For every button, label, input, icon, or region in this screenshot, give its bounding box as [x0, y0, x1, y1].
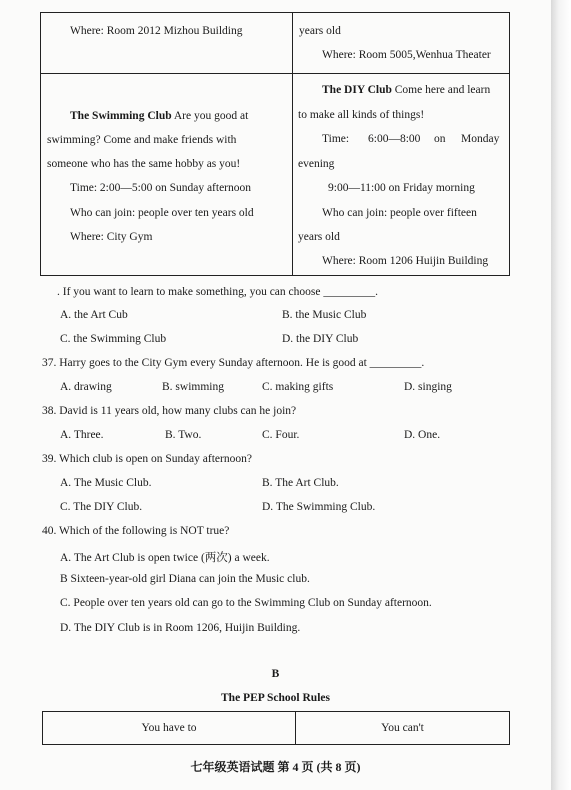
diy-club-who-tail: years old	[298, 231, 340, 243]
swimming-club-who: Who can join: people over ten years old	[70, 207, 254, 219]
question-38-option-a: A. Three.	[60, 429, 104, 441]
section-b-letter: B	[271, 668, 280, 680]
question-39-stem: 39. Which club is open on Sunday afternoon?	[42, 453, 252, 465]
swimming-club-time: Time: 2:00—5:00 on Sunday afternoon	[70, 182, 252, 194]
diy-club-evening: evening	[298, 158, 335, 170]
diy-club-title: The DIY Club	[322, 84, 392, 96]
diy-club-time-value: 6:00—8:00	[368, 133, 421, 145]
art-club-where: Where: Room 5005,Wenhua Theater	[322, 49, 491, 61]
question-37-option-d: D. singing	[404, 381, 452, 393]
question-38-stem: 38. David is 11 years old, how many clubs can he join?	[42, 405, 297, 417]
diy-club-where: Where: Room 1206 Huijin Building	[322, 255, 489, 267]
question-40-option-c: C. People over ten years old can go to the Swimming Club on Sunday afternoon.	[60, 597, 432, 609]
question-36-option-c: C. the Swimming Club	[60, 333, 167, 345]
swimming-club-where: Where: City Gym	[70, 231, 153, 243]
question-40-option-d: D. The DIY Club is in Room 1206, Huijin Building.	[60, 622, 301, 634]
question-38-option-d: D. One.	[404, 429, 441, 441]
question-37-option-a: A. drawing	[60, 381, 112, 393]
diy-club-intro	[322, 84, 490, 96]
swimming-club-intro	[70, 110, 248, 122]
swimming-club-line3: someone who has the same hobby as you!	[47, 158, 241, 170]
swimming-club-line2: swimming? Come and make friends with	[47, 134, 237, 146]
club-info-table	[40, 12, 510, 276]
question-36-option-a: A. the Art Cub	[60, 309, 128, 321]
rules-col-cant: You can't	[381, 722, 424, 734]
question-38-option-b: B. Two.	[165, 429, 202, 441]
question-37-option-b: B. swimming	[162, 381, 224, 393]
diy-club-time-label: Time:	[322, 133, 350, 145]
question-39-option-c: C. The DIY Club.	[60, 501, 143, 513]
question-36-option-b: B. the Music Club	[282, 309, 367, 321]
swimming-club-line1: Are you good at	[173, 110, 249, 122]
question-39-option-d: D. The Swimming Club.	[262, 501, 376, 513]
music-club-where: Where: Room 2012 Mizhou Building	[70, 25, 243, 37]
diy-club-time-on: on	[434, 133, 446, 145]
question-39-option-a: A. The Music Club.	[60, 477, 152, 489]
rules-col-have-to: You have to	[141, 722, 197, 734]
table-divider-vertical	[292, 13, 293, 275]
question-40-stem: 40. Which of the following is NOT true?	[42, 525, 230, 537]
diy-club-who: Who can join: people over fifteen	[322, 207, 477, 219]
question-37-option-c: C. making gifts	[262, 381, 334, 393]
swimming-club-title: The Swimming Club	[70, 110, 172, 122]
question-37-stem: 37. Harry goes to the City Gym every Sunday afternoon. He is good at _________.	[42, 357, 425, 369]
question-36-stem: . If you want to learn to make something, you can choose _________.	[57, 286, 378, 298]
question-36-option-d: D. the DIY Club	[282, 333, 359, 345]
school-rules-table	[42, 711, 510, 745]
question-40-option-a: A. The Art Club is open twice (两次) a week.	[60, 552, 270, 564]
diy-club-line2: to make all kinds of things!	[298, 109, 425, 121]
question-38-option-c: C. Four.	[262, 429, 300, 441]
table-divider-horizontal	[41, 73, 509, 74]
diy-club-time2: 9:00—11:00 on Friday morning	[328, 182, 475, 194]
question-39-option-b: B. The Art Club.	[262, 477, 339, 489]
section-b-title: The PEP School Rules	[221, 692, 330, 704]
diy-club-line1: Come here and learn	[394, 84, 491, 96]
diy-club-time-day: Monday	[461, 133, 500, 145]
question-40-option-b: B Sixteen-year-old girl Diana can join the Music club.	[60, 573, 310, 585]
page-edge-shadow	[551, 0, 571, 790]
page-footer: 七年级英语试题 第 4 页 (共 8 页)	[190, 760, 361, 774]
art-club-age-tail: years old	[299, 25, 341, 37]
